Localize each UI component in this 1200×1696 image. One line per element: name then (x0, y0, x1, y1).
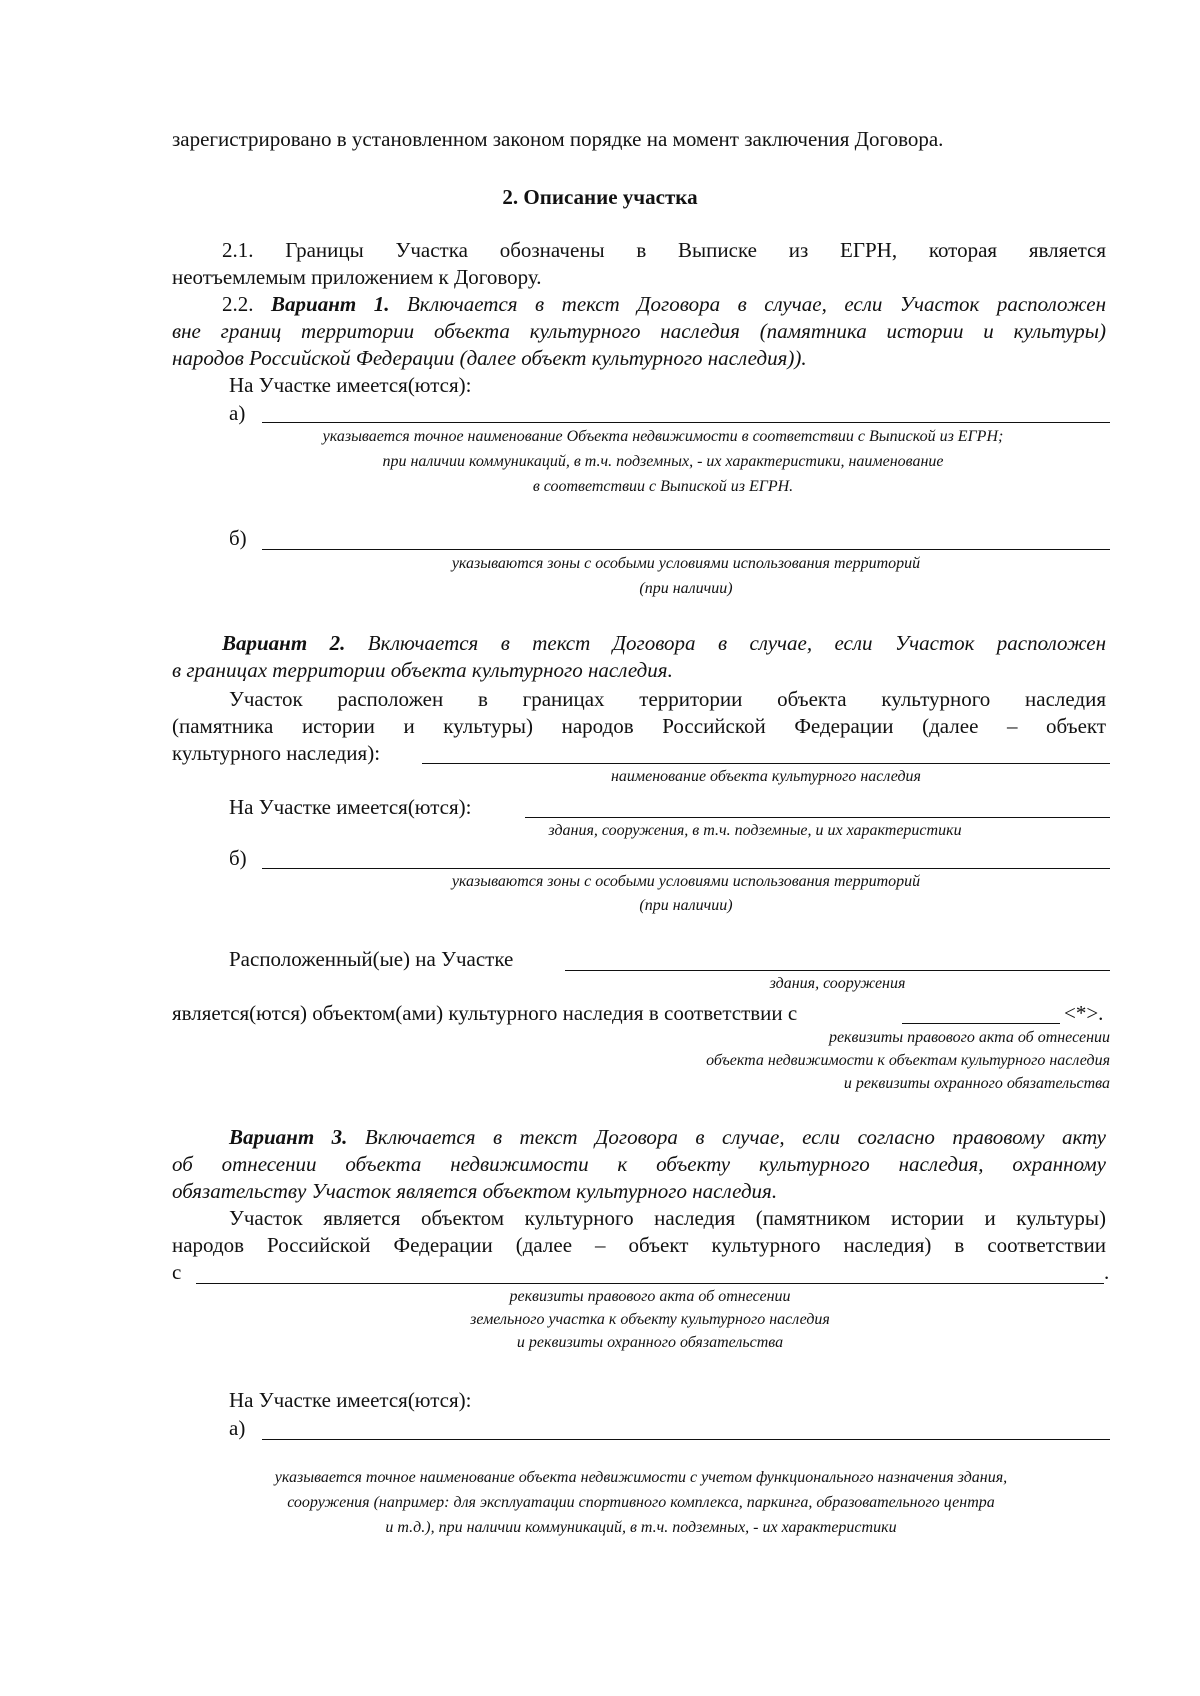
clause-2-1-line2: неотъемлемым приложением к Договору. (172, 265, 542, 289)
variant3-line1 (172, 1124, 1106, 1150)
variant1-line1-text: Включается в текст Договора в случае, если Участок расположен (389, 292, 1107, 316)
variant1-caption-a3: в соответствии с Выпиской из ЕГРН. (532, 478, 794, 495)
variant2-act-blank (902, 1023, 1060, 1024)
variant2-para-line3: культурного наследия): (172, 741, 381, 765)
variant3-para-line2: народов Российской Федерации (далее – объект культурного наследия) в соответствии (172, 1233, 1106, 1257)
variant2-footnote-ref: <*>. (1064, 1001, 1104, 1025)
variant2-line1 (172, 630, 1106, 656)
variant2-name-blank (422, 763, 1110, 764)
variant1-item-b-blank (262, 549, 1110, 550)
variant2-label: Вариант 2. (222, 631, 346, 655)
variant1-caption-b2: (при наличии) (639, 580, 733, 597)
variant3-present: На Участке имеется(ются): (229, 1388, 472, 1412)
variant3-line2: об отнесении объекта недвижимости к объекту культурного наследия, охранному (172, 1152, 1106, 1176)
variant2-present: На Участке имеется(ются): (229, 795, 472, 819)
variant3-line3: обязательству Участок является объектом культурного наследия. (172, 1179, 778, 1203)
variant2-caption-name: наименование объекта культурного наследия (610, 768, 921, 785)
variant1-caption-b1: указываются зоны с особыми условиями использования территорий (451, 555, 921, 572)
section-title: 2. Описание участка (502, 185, 698, 209)
variant2-caption-b2: (при наличии) (639, 897, 733, 914)
variant2-caption-b1: указываются зоны с особыми условиями использования территорий (451, 873, 921, 890)
variant2-caption-located: здания, сооружения (769, 975, 906, 992)
variant1-item-b-label: б) (229, 526, 247, 550)
variant3-caption-act1: реквизиты правового акта об отнесении (509, 1288, 791, 1305)
variant2-para-line1: Участок расположен в границах территории объекта культурного наследия (229, 687, 1106, 711)
clause-2-1-line1: 2.1. Границы Участка обозначены в Выписке из ЕГРН, которая является (222, 238, 1106, 262)
variant2-is-line: является(ются) объектом(ами) культурного наследия в соответствии с (172, 1001, 798, 1025)
variant1-item-a-label: а) (229, 401, 246, 425)
variant3-c-label: с (172, 1260, 182, 1284)
variant1-line1 (172, 291, 1106, 317)
variant2-caption-act1: реквизиты правового акта об отнесении (828, 1029, 1110, 1046)
variant2-buildings-blank (525, 817, 1110, 818)
variant1-line3: народов Российской Федерации (далее объект культурного наследия)). (172, 346, 807, 370)
variant2-line1-text: Включается в текст Договора в случае, если Участок расположен (345, 631, 1106, 655)
variant1-line2: вне границ территории объекта культурного наследия (памятника истории и культуры) (172, 319, 1106, 343)
variant2-located-blank (565, 970, 1110, 971)
variant2-caption-act3: и реквизиты охранного обязательства (843, 1075, 1110, 1092)
variant2-caption-buildings: здания, сооружения, в т.ч. подземные, и их характеристики (548, 822, 962, 839)
variant1-number: 2.2. (222, 292, 272, 316)
variant2-item-b-label: б) (229, 846, 247, 870)
variant3-item-a-label: а) (229, 1416, 246, 1440)
variant3-para-line1: Участок является объектом культурного наследия (памятником истории и культуры) (229, 1206, 1106, 1230)
intro-line: зарегистрировано в установленном законом порядке на момент заключения Договора. (172, 127, 944, 151)
variant3-line1-text: Включается в текст Договора в случае, если согласно правовому акту (347, 1125, 1107, 1149)
variant3-label: Вариант 3. (229, 1125, 348, 1149)
variant2-line2: в границах территории объекта культурного наследия. (172, 658, 673, 682)
variant1-present: На Участке имеется(ются): (229, 373, 472, 397)
variant3-item-a-blank (262, 1439, 1110, 1440)
variant3-caption-act2: земельного участка к объекту культурного наследия (470, 1311, 830, 1328)
variant2-caption-act2: объекта недвижимости к объектам культурного наследия (706, 1052, 1110, 1069)
variant2-item-b-blank (262, 868, 1110, 869)
variant3-act-blank (196, 1283, 1104, 1284)
variant2-para-line2: (памятника истории и культуры) народов Российской Федерации (далее – объект (172, 714, 1106, 738)
variant2-located-label: Расположенный(ые) на Участке (229, 947, 514, 971)
variant3-caption-act3: и реквизиты охранного обязательства (516, 1334, 784, 1351)
variant1-label: Вариант 1. (271, 292, 390, 316)
variant1-caption-a1: указывается точное наименование Объекта недвижимости в соответствии с Выпиской из ЕГРН; (322, 428, 1004, 445)
variant1-item-a-blank (262, 422, 1110, 423)
variant1-caption-a2: при наличии коммуникаций, в т.ч. подземных, - их характеристики, наименование (382, 453, 944, 470)
variant3-caption-f3: и т.д.), при наличии коммуникаций, в т.ч. подземных, - их характеристики (385, 1519, 897, 1536)
variant3-period: . (1104, 1260, 1110, 1284)
variant3-caption-f1: указывается точное наименование объекта недвижимости с учетом функционального назначения здания, (274, 1469, 1008, 1486)
variant3-caption-f2: сооружения (например: для эксплуатации спортивного комплекса, паркинга, образовательного центра (287, 1494, 995, 1511)
